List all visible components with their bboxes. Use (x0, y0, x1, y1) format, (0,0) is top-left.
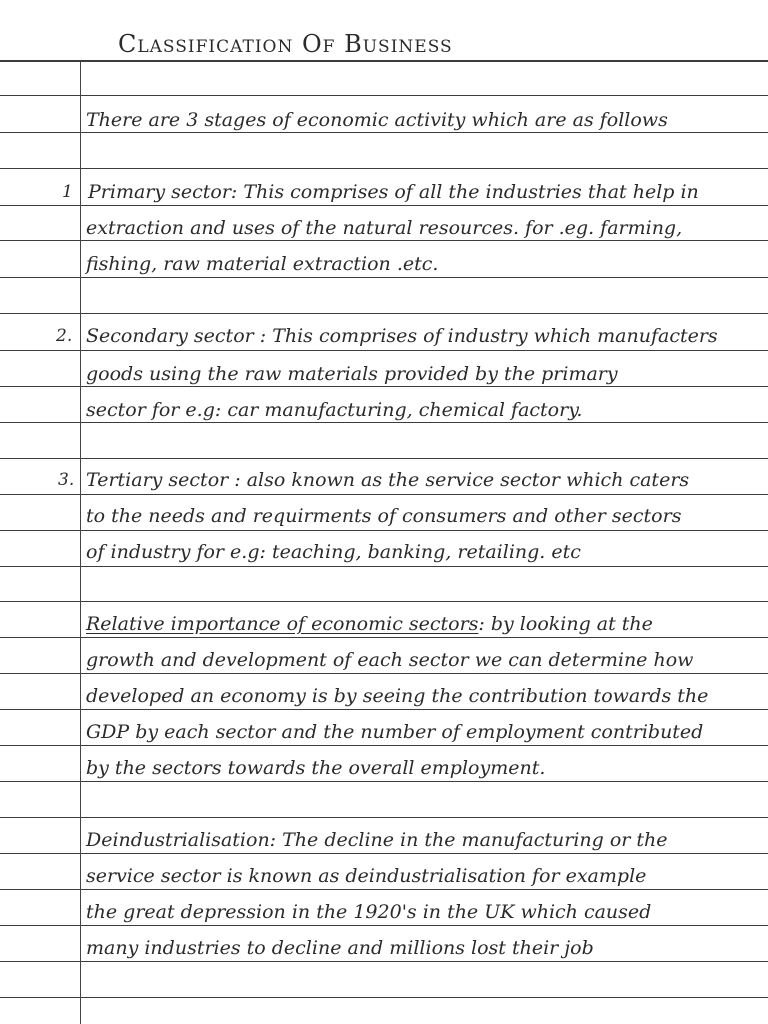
ruled-line (0, 781, 768, 782)
relative-first-line (86, 612, 653, 636)
ruled-line (0, 997, 768, 998)
item-line: sector for e.g: car manufacturing, chemical factory. (86, 399, 583, 421)
ruled-line (0, 277, 768, 278)
item-number: 1 (62, 182, 73, 202)
ruled-line (0, 494, 768, 495)
ruled-line (0, 422, 768, 423)
ruled-line (0, 709, 768, 710)
item-number: 2. (56, 326, 73, 346)
item-line: fishing, raw material extraction .etc. (86, 253, 439, 275)
ruled-line (0, 961, 768, 962)
paragraph-line: growth and development of each sector we can determine how (86, 649, 694, 671)
paragraph-line: by the sectors towards the overall employment. (86, 757, 546, 779)
item-line: Primary sector: This comprises of all the industries that help in (88, 181, 699, 203)
item-line: goods using the raw materials provided by the primary (86, 363, 618, 385)
paragraph-line: service sector is known as deindustrialisation for example (86, 865, 647, 887)
item-line: to the needs and requirments of consumers and other sectors (86, 505, 682, 527)
ruled-line (0, 350, 768, 351)
item-line: Tertiary sector : also known as the service sector which caters (86, 469, 690, 491)
paragraph-line: many industries to decline and millions lost their job (86, 937, 594, 959)
ruled-line (0, 925, 768, 926)
ruled-line (0, 601, 768, 602)
page-title: Classification Of Business (118, 30, 453, 58)
header-rule (0, 60, 768, 62)
ruled-line (0, 530, 768, 531)
ruled-line (0, 673, 768, 674)
item-line: of industry for e.g: teaching, banking, retailing. etc (86, 541, 581, 563)
ruled-line (0, 313, 768, 314)
ruled-line (0, 458, 768, 459)
paragraph-line: the great depression in the 1920's in the UK which caused (86, 901, 652, 923)
relative-heading: Relative importance of economic sectors (86, 613, 479, 635)
intro-text: There are 3 stages of economic activity which are as follows (86, 109, 668, 131)
ruled-line (0, 853, 768, 854)
ruled-line (0, 745, 768, 746)
paragraph-line: Deindustrialisation: The decline in the manufacturing or the (86, 829, 668, 851)
ruled-line (0, 817, 768, 818)
ruled-line (0, 566, 768, 567)
item-line: extraction and uses of the natural resources. for .eg. farming, (86, 217, 683, 239)
ruled-line (0, 205, 768, 206)
ruled-line (0, 240, 768, 241)
ruled-line (0, 95, 768, 96)
ruled-line (0, 637, 768, 638)
item-number: 3. (58, 470, 75, 490)
margin-line (80, 62, 81, 1024)
ruled-line (0, 132, 768, 133)
paragraph-line: developed an economy is by seeing the contribution towards the (86, 685, 709, 707)
ruled-line (0, 386, 768, 387)
item-line: Secondary sector : This comprises of industry which manufacters (86, 325, 718, 347)
ruled-line (0, 168, 768, 169)
relative-heading-rest: : by looking at the (478, 613, 653, 635)
paragraph-line: GDP by each sector and the number of employment contributed (86, 721, 704, 743)
ruled-line (0, 889, 768, 890)
